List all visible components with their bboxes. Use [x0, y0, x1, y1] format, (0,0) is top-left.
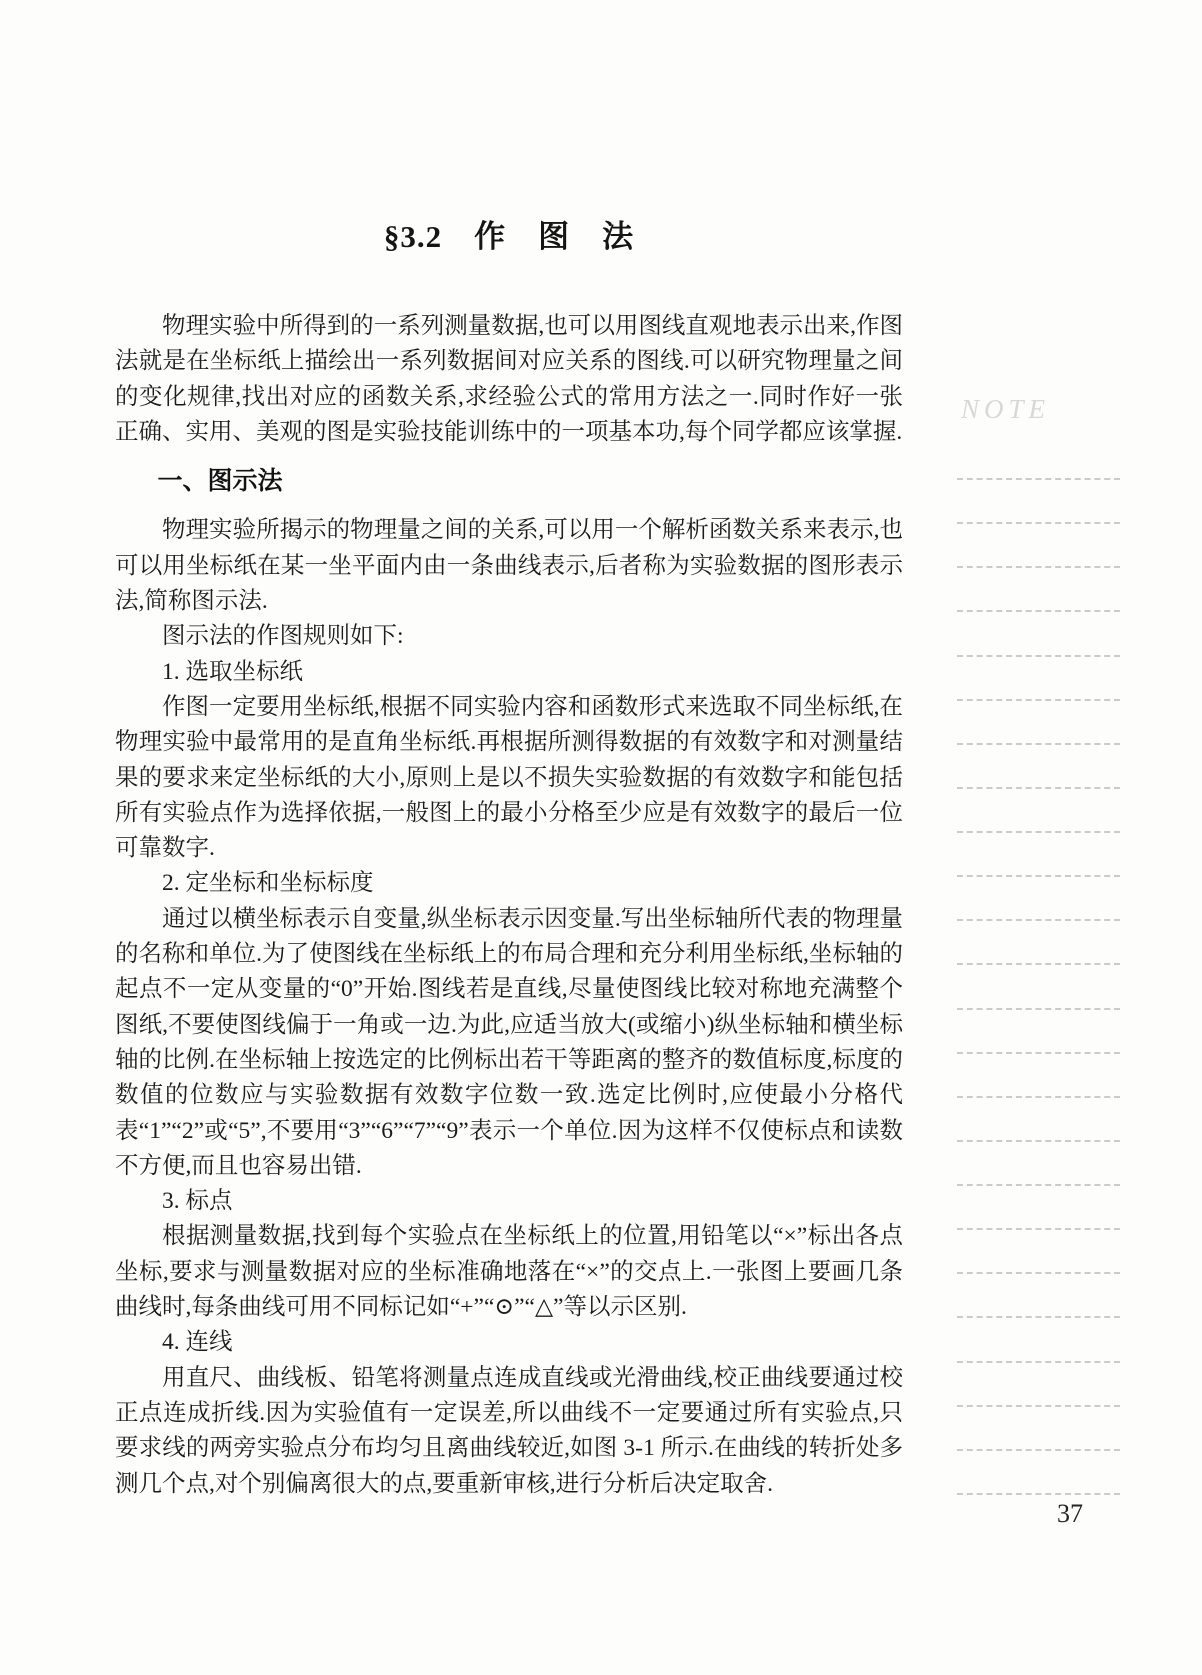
note-line — [957, 875, 1120, 877]
note-line — [957, 1052, 1120, 1054]
item-heading: 3. 标点 — [162, 1188, 233, 1215]
note-line — [957, 478, 1120, 480]
note-line — [957, 1272, 1120, 1274]
note-line — [957, 1228, 1120, 1230]
paragraph: 图示法的作图规则如下: — [162, 623, 404, 650]
note-line — [957, 919, 1120, 921]
note-line — [957, 1184, 1120, 1186]
note-line — [957, 1493, 1120, 1495]
note-line — [957, 1096, 1120, 1098]
note-line — [957, 610, 1120, 612]
note-line — [957, 1140, 1120, 1142]
note-line — [957, 787, 1120, 789]
note-line — [957, 1361, 1120, 1363]
note-line — [957, 699, 1120, 701]
paragraph: 物理实验所揭示的物理量之间的关系,可以用一个解析函数关系来表示,也可以用坐标纸在某一坐平面内由一条曲线表示,后者称为实验数据的图形表示法,简称图示法. — [115, 517, 903, 615]
note-line — [957, 1449, 1120, 1451]
margin-note-lines — [957, 478, 1120, 1498]
paragraph: 用直尺、曲线板、铅笔将测量点连成直线或光滑曲线,校正曲线要通过校正点连成折线.因为实验值有一定误差,所以曲线不一定要通过所有实验点,只要求线的两旁实验点分布均匀且离曲线较近,如图 3-1 所示.在曲线的转折处多测几个点,对个别偏离很大的点,要重新审核,进行分析后决定取舍. — [115, 1364, 903, 1497]
page-number: 37 — [1057, 1499, 1083, 1528]
note-line — [957, 743, 1120, 745]
note-line — [957, 1316, 1120, 1318]
note-line — [957, 963, 1120, 965]
paragraph: 通过以横坐标表示自变量,纵坐标表示因变量.写出坐标轴所代表的物理量的名称和单位.为了使图线在坐标纸上的布局合理和充分利用坐标纸,坐标轴的起点不一定从变量的“0”开始.图线若是直线,尽量使图线比较对称地充满整个图纸,不要使图线偏于一角或一边.为此,应适当放大(或缩小)纵坐标轴和横坐标轴的比例.在坐标轴上按选定的比例标出若干等距离的整齐的数值标度,标度的数值的位数应与实验数据有效数字位数一致.选定比例时,应使最小分格代表“1”“2”或“5”,不要用“3”“6”“7”“9”表示一个单位.因为这样不仅使标点和读数不方便,而且也容易出错. — [115, 905, 903, 1179]
page-title: §3.2 作 图 法 — [383, 219, 635, 254]
paragraph: 作图一定要用坐标纸,根据不同实验内容和函数形式来选取不同坐标纸,在物理实验中最常用的是直角坐标纸.再根据所测得数据的有效数字和对测量结果的要求来定坐标纸的大小,原则上是以不损失实验数据的有效数字和能包括所有实验点作为选择依据,一般图上的最小分格至少应是有效数字的最后一位可靠数字. — [115, 693, 903, 862]
note-line — [957, 1008, 1120, 1010]
note-line — [957, 831, 1120, 833]
item-heading: 1. 选取坐标纸 — [162, 658, 303, 685]
section-heading: 一、图示法 — [157, 467, 283, 496]
note-line — [957, 655, 1120, 657]
paragraph: 物理实验中所得到的一系列测量数据,也可以用图线直观地表示出来,作图法就是在坐标纸上描绘出一系列数据间对应关系的图线.可以研究物理量之间的变化规律,找出对应的函数关系,求经验公式的常用方法之一.同时作好一张正确、实用、美观的图是实验技能训练中的一项基本功,每个同学都应该掌握. — [115, 313, 903, 445]
item-heading: 2. 定坐标和坐标标度 — [162, 870, 374, 897]
note-line — [957, 1405, 1120, 1407]
content-column — [115, 309, 903, 1502]
note-line — [957, 566, 1120, 568]
item-heading: 4. 连线 — [162, 1329, 233, 1356]
paragraph: 根据测量数据,找到每个实验点在坐标纸上的位置,用铅笔以“×”标出各点坐标,要求与测量数据对应的坐标准确地落在“×”的交点上.一张图上要画几条曲线时,每条曲线可用不同标记如“+”“⊙”“△”等以示区别. — [115, 1223, 903, 1321]
note-watermark: NOTE — [961, 394, 1051, 424]
note-line — [957, 522, 1120, 524]
